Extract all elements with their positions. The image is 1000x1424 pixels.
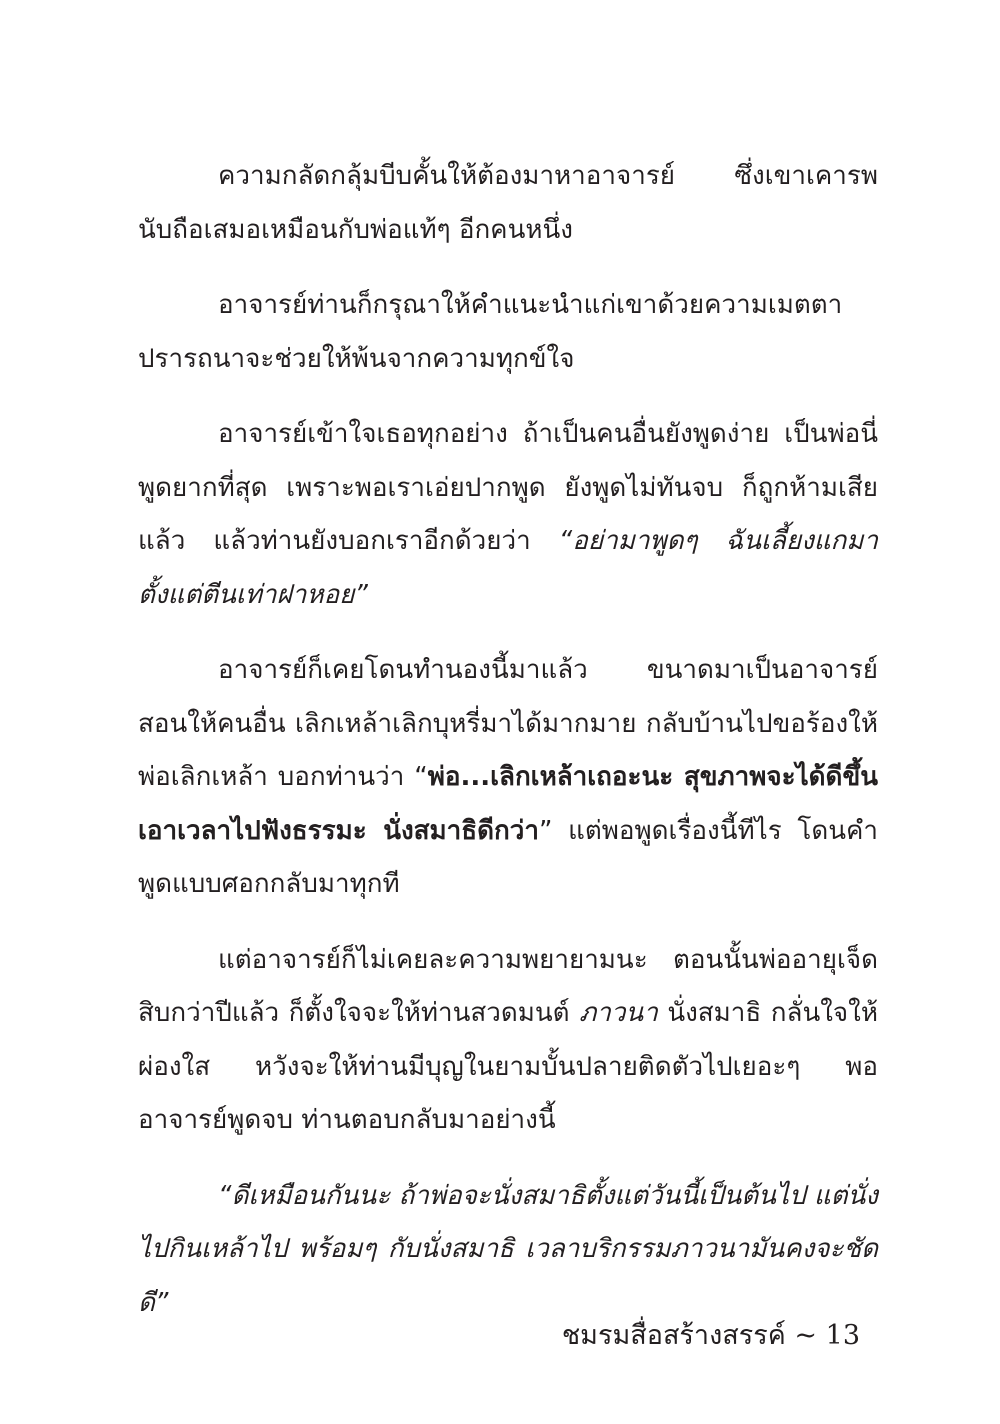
paragraph-4-bold-quote: พ่อ...เลิกเหล้าเถอะนะ สุขภาพจะได้ดีขึ้น เอาเวลาไปฟังธรรมะ นั่งสมาธิดีกว่า: [138, 762, 878, 846]
footer-page-number: 13: [825, 1320, 860, 1351]
paragraph-6-quote: “ดีเหมือนกันนะ ถ้าพ่อจะนั่งสมาธิตั้งแต่วันนี้เป็นต้นไป แต่นั่งไปกินเหล้าไป พร้อมๆ กับนั่งสมาธิ เวลาบริกรรมภาวนามันคงจะชัดดี”: [138, 1180, 878, 1318]
footer-separator: ~: [794, 1320, 818, 1351]
paragraph-4: [138, 644, 878, 912]
paragraph-3-text: อาจารย์เข้าใจเธอทุกอย่าง ถ้าเป็นคนอื่นยังพูดง่าย เป็นพ่อนี่พูดยากที่สุด เพราะพอเราเอ่ยปากพูด ยังพูดไม่ทันจบ ก็ถูกห้ามเสียแล้ว แล้วท่านยังบอกเราอีกด้วยว่า: [138, 419, 878, 556]
paragraph-5-italic: ภาวนา: [579, 998, 658, 1028]
paragraph-4-text-b: ” แต่พอพูดเรื่องนี้ทีไร โดนคำพูดแบบศอกกลับมาทุกที: [138, 815, 878, 899]
paragraph-3-quote: “อย่ามาพูดๆ ฉันเลี้ยงแกมาตั้งแต่ตีนเท่าฝาหอย”: [138, 526, 879, 610]
paragraph-4-text-a: อาจารย์ก็เคยโดนทำนองนี้มาแล้ว ขนาดมาเป็นอาจารย์ สอนให้คนอื่น เลิกเหล้าเลิกบุหรี่มาได้มากมาย กลับบ้านไปขอร้องให้พ่อเลิกเหล้า บอกท่านว่า “: [138, 655, 878, 792]
page-footer: [560, 1316, 860, 1356]
footer-book-title: ชมรมสื่อสร้างสรรค์: [561, 1320, 786, 1351]
page-body: [138, 150, 878, 1352]
paragraph-3: [138, 408, 878, 622]
paragraph-5-text-b: นั่งสมาธิ กลั่นใจให้ผ่องใส หวังจะให้ท่านมีบุญในยามบั้นปลายติดตัวไปเยอะๆ พออาจารย์พูดจบ ท่านตอบกลับมาอย่างนี้: [138, 998, 878, 1135]
paragraph-1: ความกลัดกลุ้มบีบคั้นให้ต้องมาหาอาจารย์ ซึ่งเขาเคารพนับถือเสมอเหมือนกับพ่อแท้ๆ อีกคนหนึ่ง: [138, 161, 878, 245]
paragraph-2: อาจารย์ท่านก็กรุณาให้คำแนะนำแก่เขาด้วยความเมตตา ปรารถนาจะช่วยให้พ้นจากความทุกข์ใจ: [138, 290, 843, 374]
paragraph-5-text-a: แต่อาจารย์ก็ไม่เคยละความพยายามนะ ตอนนั้นพ่ออายุเจ็ดสิบกว่าปีแล้ว ก็ตั้งใจจะให้ท่านสวดมนต์: [138, 944, 878, 1028]
paragraph-5: [138, 934, 878, 1148]
